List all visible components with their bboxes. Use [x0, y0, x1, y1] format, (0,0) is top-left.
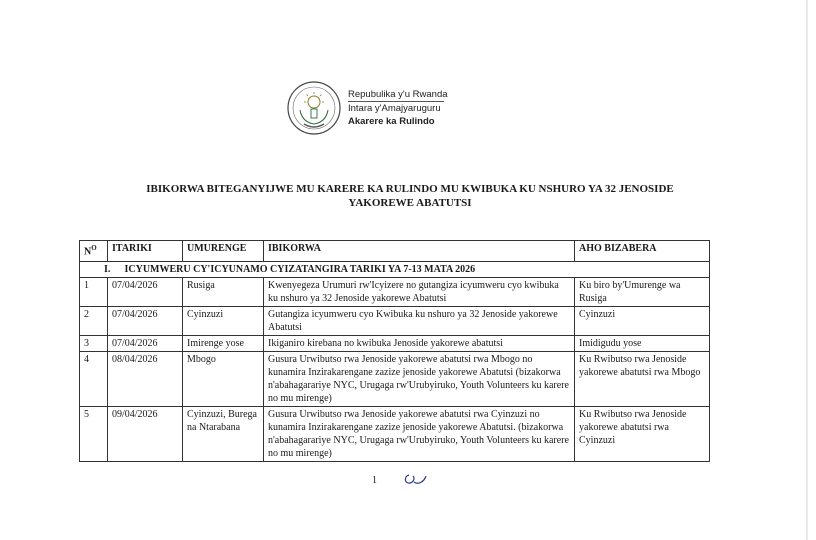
- cell-location: Ku biro by'Umurenge wa Rusiga: [575, 278, 710, 307]
- cell-location: Cyinzuzi: [575, 307, 710, 336]
- cell-activity: Kwenyegeza Urumuri rw'Icyizere no gutangiza icyumweru cyo kwibuka ku nshuro ya 32 Jenoside yakorewe Abatutsi: [264, 278, 575, 307]
- cell-number: 1: [80, 278, 108, 307]
- header-location: AHO BIZABERA: [575, 241, 710, 262]
- section-heading: [80, 262, 710, 278]
- cell-location: Imidigudu yose: [575, 336, 710, 352]
- cell-date: 07/04/2026: [108, 278, 183, 307]
- table-row: [80, 307, 710, 336]
- cell-location: Ku Rwibutso rwa Jenoside yakorewe abatutsi rwa Mbogo: [575, 352, 710, 407]
- cell-date: 07/04/2026: [108, 336, 183, 352]
- table-row: [80, 407, 710, 462]
- header-number: $N^O$: [80, 241, 108, 262]
- cell-sector: Mbogo: [183, 352, 264, 407]
- letterhead-country: Repubulika y'u Rwanda: [348, 89, 448, 100]
- page-edge: [806, 0, 808, 540]
- cell-sector: Cyinzuzi: [183, 307, 264, 336]
- table-header-row: [80, 241, 710, 262]
- document-title-line1: IBIKORWA BITEGANYIJWE MU KARERE KA RULINDO MU KWIBUKA KU NSHURO YA 32 JENOSIDE: [146, 183, 674, 195]
- table-row: [80, 278, 710, 307]
- cell-location: Ku Rwibutso rwa Jenoside yakorewe abatutsi rwa Cyinzuzi: [575, 407, 710, 462]
- cell-activity: Gutangiza icyumweru cyo Kwibuka ku nshuro ya 32 Jenoside yakorewe Abatutsi: [264, 307, 575, 336]
- cell-date: 08/04/2026: [108, 352, 183, 407]
- cell-number: 5: [80, 407, 108, 462]
- cell-number: 3: [80, 336, 108, 352]
- cell-activity: Gusura Urwibutso rwa Jenoside yakorewe abatutsi rwa Cyinzuzi no kunamira Inzirakarengane zazize jenoside yakorewe Abatutsi. (bizakorwa n'abahagarariye NYC, Urugaga rw'Urubyiruko, Youth Volunteers ku karere no mu mirenge): [264, 407, 575, 462]
- cell-number: 4: [80, 352, 108, 407]
- handwritten-initials-icon: [400, 470, 430, 488]
- cell-date: 07/04/2026: [108, 307, 183, 336]
- cell-activity: Gusura Urwibutso rwa Jenoside yakorewe abatutsi rwa Mbogo no kunamira Inzirakarengane zazize jenoside yakorewe Abatutsi (bizakorwa n'abahagarariye NYC, Urugaga rw'Urubyiruko, Youth Volunteers ku karere no mu mirenge): [264, 352, 575, 407]
- letterhead-province: Intara y'Amajyaruguru: [348, 103, 441, 114]
- section-title: ICYUMWERU CY'ICYUNAMO CYIZATANGIRA TARIKI YA 7-13 MATA 2026: [124, 264, 476, 275]
- letterhead-district: Akarere ka Rulindo: [348, 116, 435, 127]
- section-numeral: I.: [104, 264, 111, 275]
- cell-sector: Rusiga: [183, 278, 264, 307]
- table-row: [80, 336, 710, 352]
- header-activities: IBIKORWA: [264, 241, 575, 262]
- schedule-table: [79, 240, 710, 462]
- document-title: [60, 182, 760, 210]
- rwanda-seal-icon: [286, 80, 342, 136]
- section-row: [80, 262, 710, 278]
- header-sector: UMURENGE: [183, 241, 264, 262]
- table-row: [80, 352, 710, 407]
- letterhead: [348, 88, 448, 128]
- cell-sector: Cyinzuzi, Burega na Ntarabana: [183, 407, 264, 462]
- cell-date: 09/04/2026: [108, 407, 183, 462]
- header-date: ITARIKI: [108, 241, 183, 262]
- cell-sector: Imirenge yose: [183, 336, 264, 352]
- document-title-line2: YAKOREWE ABATUTSI: [348, 197, 472, 209]
- page-number: 1: [372, 475, 377, 486]
- cell-activity: Ikiganiro kirebana no kwibuka Jenoside yakorewe abatutsi: [264, 336, 575, 352]
- cell-number: 2: [80, 307, 108, 336]
